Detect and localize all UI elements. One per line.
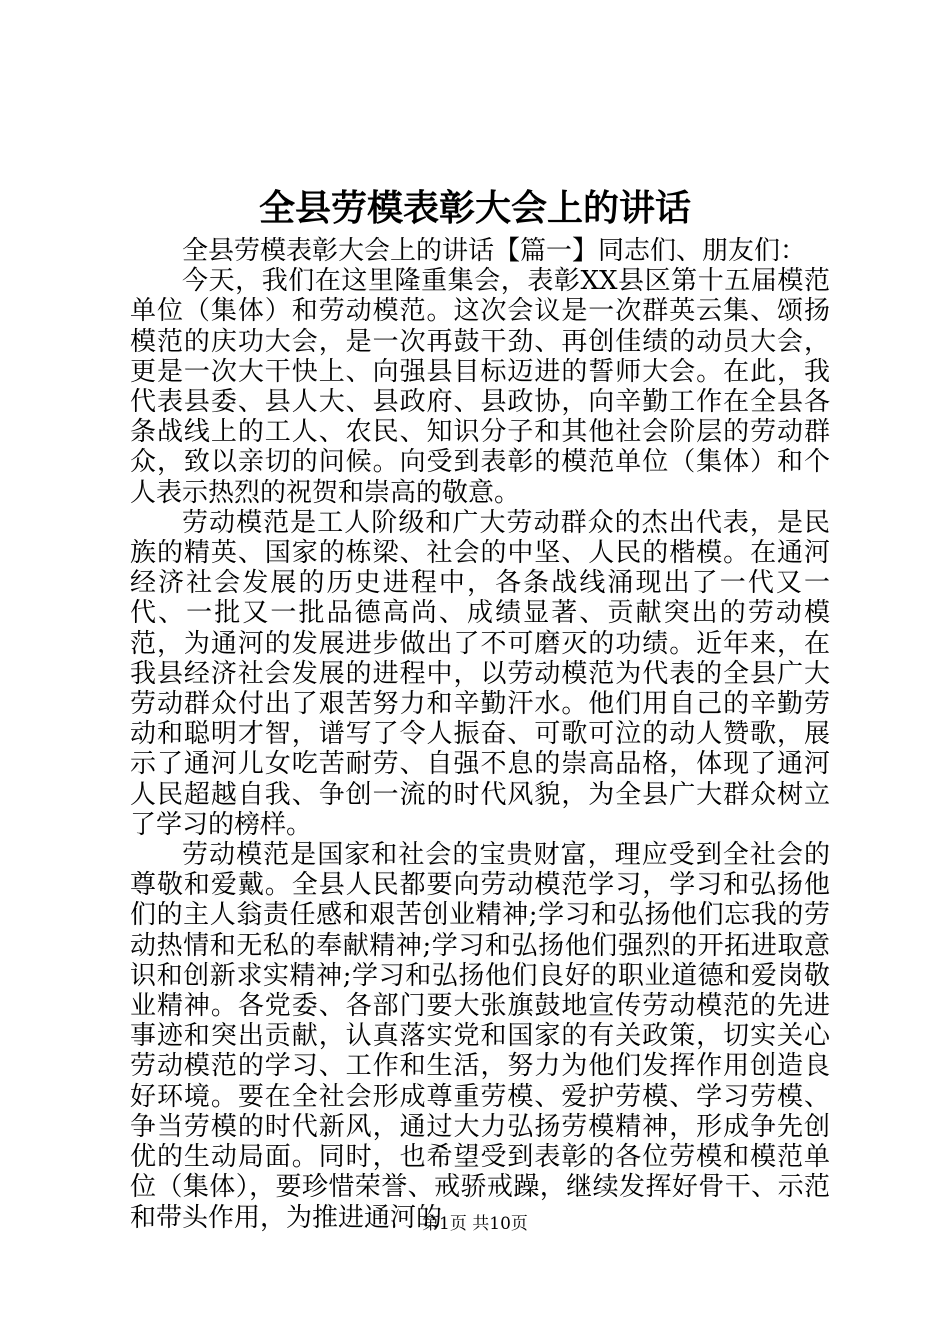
document-body [130, 236, 830, 1233]
page-number-footer: 第1页 共10页 [422, 1214, 528, 1234]
paragraph-intro: 全县劳模表彰大会上的讲话【篇一】同志们、朋友们： [182, 236, 807, 266]
paragraph-model-workers: 劳动模范是工人阶级和广大劳动群众的杰出代表，是民族的精英、国家的栋梁、社会的中坚、人民的楷模。在通河经济社会发展的历史进程中，各条战线涌现出了一代又一代、一批又一批品德高尚、成绩显著、贡献突出的劳动模范，为通河的发展进步做出了不可磨灭的功绩。近年来，在我县经济社会发展的进程中，以劳动模范为代表的全县广大劳动群众付出了艰苦努力和辛勤汗水。他们用自己的辛勤劳动和聪明才智，谱写了令人振奋、可歌可泣的动人赞歌，展示了通河儿女吃苦耐劳、自强不息的崇高品格，体现了通河人民超越自我、争创一流的时代风貌，为全县广大群众树立了学习的榜样。 [130, 507, 830, 840]
paragraph-opening: 今天，我们在这里隆重集会，表彰XX县区第十五届模范单位（集体）和劳动模范。这次会议是一次群英云集、颂扬模范的庆功大会，是一次再鼓干劲、再创佳绩的动员大会，更是一次大干快上、向强县目标迈进的誓师大会。在此，我代表县委、县人大、县政府、县政协，向辛勤工作在全县各条战线上的工人、农民、知识分子和其他社会阶层的劳动群众，致以亲切的问候。向受到表彰的模范单位（集体）和个人表示热烈的祝贺和崇高的敬意。 [130, 266, 830, 508]
paragraph-social-wealth: 劳动模范是国家和社会的宝贵财富，理应受到全社会的尊敬和爱戴。全县人民都要向劳动模范学习，学习和弘扬他们的主人翁责任感和艰苦创业精神;学习和弘扬他们忘我的劳动热情和无私的奉献精神;学习和弘扬他们强烈的开拓进取意识和创新求实精神;学习和弘扬他们良好的职业道德和爱岗敬业精神。各党委、各部门要大张旗鼓地宣传劳动模范的先进事迹和突出贡献，认真落实党和国家的有关政策，切实关心劳动模范的学习、工作和生活，努力为他们发挥作用创造良好环境。要在全社会形成尊重劳模、爱护劳模、学习劳模、争当劳模的时代新风，通过大力弘扬劳模精神，形成争先创优的生动局面。同时，也希望受到表彰的各位劳模和模范单位（集体），要珍惜荣誉、戒骄戒躁，继续发挥好骨干、示范和带头作用，为推进通河的 [130, 840, 830, 1233]
document-title: 全县劳模表彰大会上的讲话 [258, 187, 691, 229]
